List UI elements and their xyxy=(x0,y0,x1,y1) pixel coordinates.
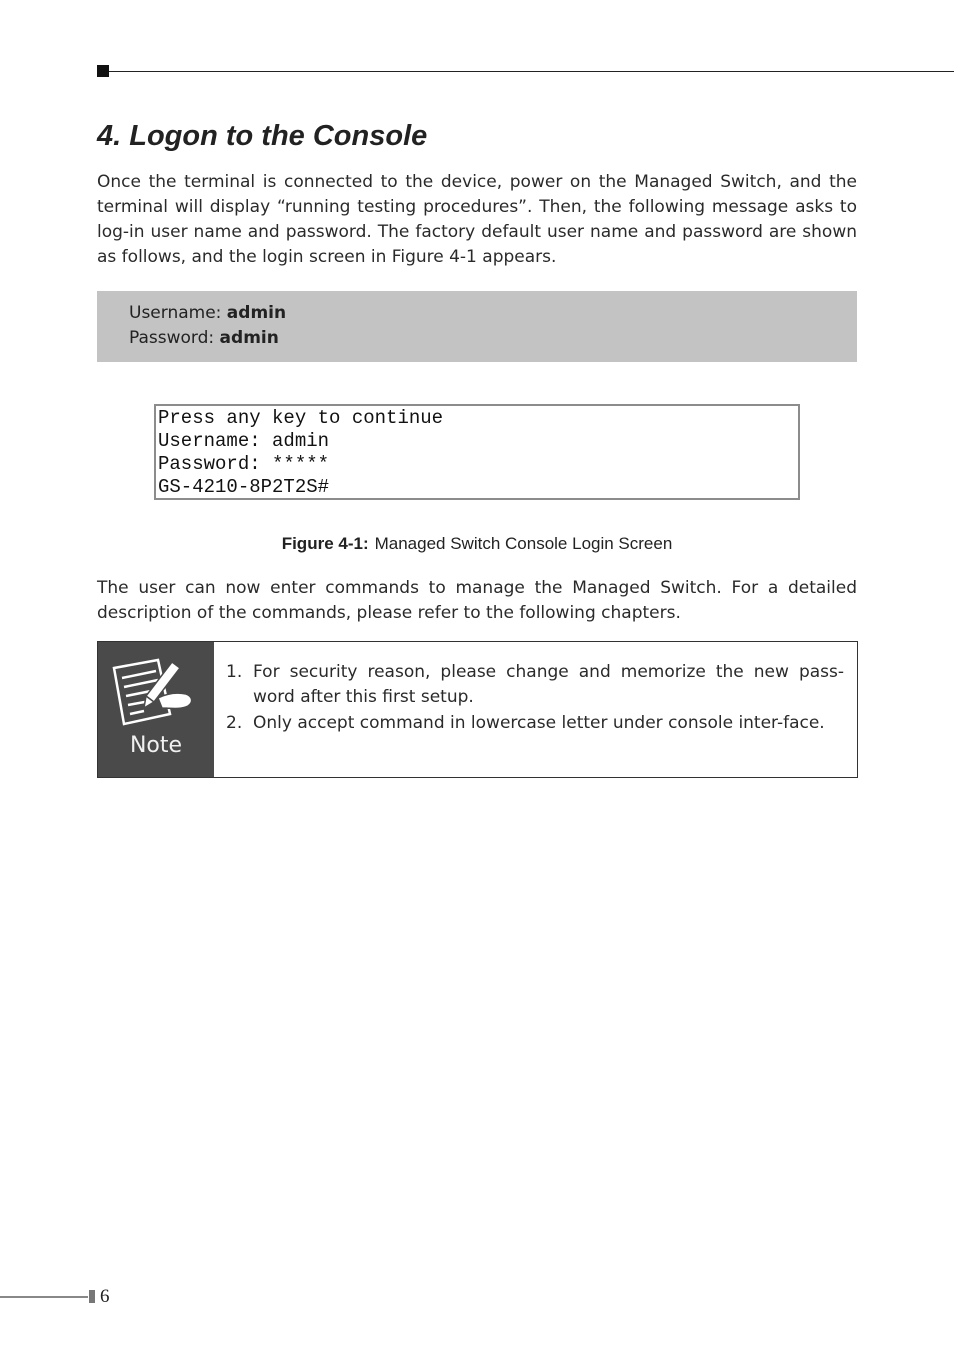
figure-caption-text: Managed Switch Console Login Screen xyxy=(374,534,673,553)
username-label: Username: xyxy=(129,303,222,323)
username-line xyxy=(129,301,286,325)
console-line: Username: admin xyxy=(158,430,330,452)
note-label: Note xyxy=(129,733,183,758)
header-rule xyxy=(97,65,954,77)
page-footer xyxy=(0,1288,140,1308)
username-value: admin xyxy=(226,303,287,323)
page-number: 6 xyxy=(100,1286,110,1307)
console-line: Press any key to continue xyxy=(158,407,444,429)
figure-caption-label: Figure 4-1: xyxy=(281,534,369,553)
note-item xyxy=(226,711,844,736)
password-label: Password: xyxy=(129,328,215,348)
note-box xyxy=(97,641,858,778)
note-item-number: 1. xyxy=(226,662,243,682)
figure-caption xyxy=(0,534,954,554)
footer-marker xyxy=(89,1290,95,1303)
header-line xyxy=(109,71,954,72)
note-sidebar xyxy=(98,642,214,777)
note-pen-icon xyxy=(110,658,200,730)
note-item xyxy=(226,660,844,710)
credentials-box xyxy=(97,291,857,362)
console-line: Password: ***** xyxy=(158,453,330,475)
console-screenshot xyxy=(154,404,800,500)
body-paragraph: The user can now enter commands to manage the Managed Switch. For a detailed description of the commands, please refer to the following chapters. xyxy=(97,578,857,623)
footer-line xyxy=(0,1296,88,1298)
note-item-number: 2. xyxy=(226,713,243,733)
password-value: admin xyxy=(219,328,279,348)
console-line: GS-4210-8P2T2S# xyxy=(158,476,330,498)
password-line xyxy=(129,326,279,350)
note-list xyxy=(226,660,844,737)
header-square xyxy=(97,65,109,77)
note-item-text: Only accept command in lowercase letter under console inter-face. xyxy=(253,713,825,733)
intro-paragraph: Once the terminal is connected to the device, power on the Managed Switch, and the terminal will display “running testing procedures”. Then, the following message asks to log-in user name and password. The factory default user name and password are shown as follows, and the login screen in Figure 4-1 appears. xyxy=(97,172,857,267)
note-item-text: For security reason, please change and memorize the new pass-word after this first setup. xyxy=(253,662,844,707)
section-heading: 4. Logon to the Console xyxy=(97,120,428,152)
